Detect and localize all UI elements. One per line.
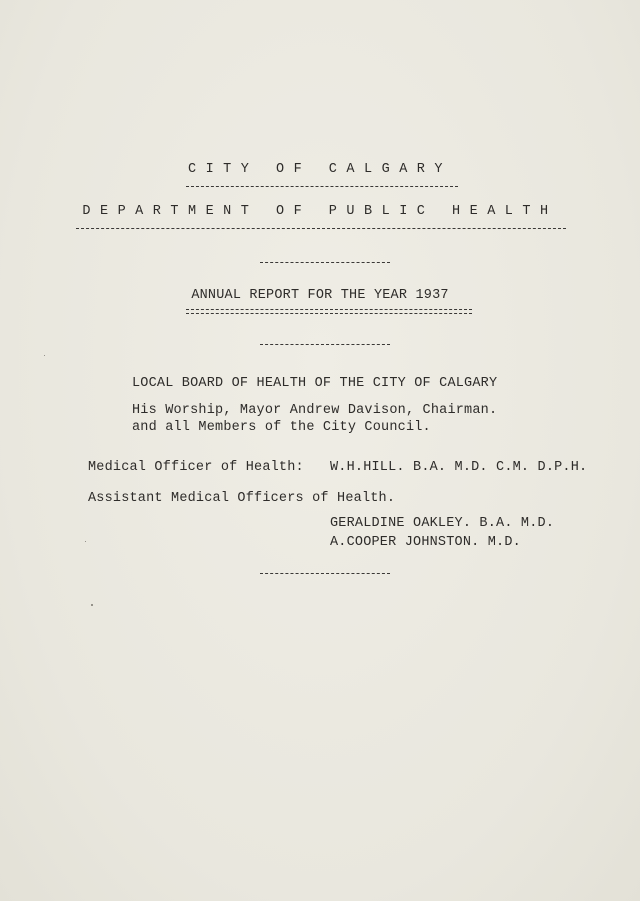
section-divider bbox=[260, 573, 390, 574]
paper-speck bbox=[91, 604, 93, 606]
board-members: and all Members of the City Council. bbox=[132, 420, 431, 435]
assistant-officer-1: GERALDINE OAKLEY. B.A. M.D. bbox=[330, 516, 555, 531]
city-heading: CITY OF CALGARY bbox=[187, 162, 453, 177]
assistant-officers-label: Assistant Medical Officers of Health. bbox=[88, 491, 396, 506]
section-divider bbox=[260, 344, 390, 345]
report-title: ANNUAL REPORT FOR THE YEAR 1937 bbox=[191, 288, 449, 303]
paper-speck bbox=[85, 541, 86, 542]
assistant-officer-2: A.COOPER JOHNSTON. M.D. bbox=[330, 535, 521, 550]
board-heading: LOCAL BOARD OF HEALTH OF THE CITY OF CALGARY bbox=[132, 376, 498, 391]
moh-name: W.H.HILL. B.A. M.D. C.M. D.P.H. bbox=[330, 460, 588, 475]
report-title-double-underline bbox=[186, 309, 472, 314]
department-underline bbox=[76, 228, 566, 229]
city-underline bbox=[186, 186, 458, 187]
department-heading: DEPARTMENT OF PUBLIC HEALTH bbox=[82, 204, 558, 219]
board-chairman: His Worship, Mayor Andrew Davison, Chairman. bbox=[132, 403, 498, 418]
paper-speck bbox=[44, 355, 45, 356]
section-divider bbox=[260, 262, 390, 263]
moh-label: Medical Officer of Health: bbox=[88, 460, 304, 475]
